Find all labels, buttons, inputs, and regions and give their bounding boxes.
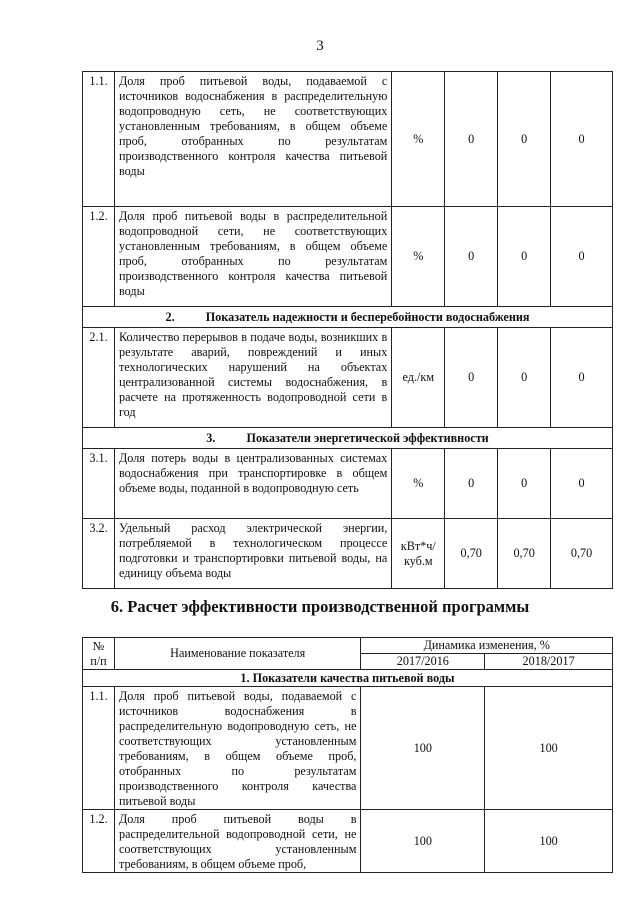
value-cell: 0 <box>445 207 498 307</box>
indicator-name: Доля потерь воды в централизованных системах водоснабжения при транспортировке в общем объеме воды, поданной в водопроводную сеть <box>114 449 391 519</box>
value-cell: 0 <box>445 72 498 207</box>
value-cell: 0 <box>551 328 613 428</box>
value-cell: 0 <box>551 72 613 207</box>
table-row <box>83 72 613 207</box>
row-number: 1.2. <box>83 810 115 873</box>
value-cell: 0 <box>445 328 498 428</box>
section-title: Показатель надежности и бесперебойности водоснабжения <box>205 309 530 324</box>
unit-cell: % <box>392 207 445 307</box>
section-number: 2. <box>165 309 175 324</box>
value-cell: 100 <box>485 687 613 810</box>
table-row <box>83 449 613 519</box>
value-cell: 0 <box>498 207 551 307</box>
section-number: 3. <box>206 430 216 445</box>
table-header-row <box>83 638 613 654</box>
section-title: Показатели энергетической эффективности <box>246 430 489 445</box>
col-header-name: Наименование показателя <box>114 638 360 670</box>
row-number: 2.1. <box>83 328 115 428</box>
col-header-dynamics: Динамика изменения, % <box>361 638 613 654</box>
value-cell: 0 <box>551 207 613 307</box>
unit-cell: кВт*ч/ куб.м <box>392 519 445 589</box>
indicators-table <box>82 71 613 589</box>
value-cell: 0,70 <box>551 519 613 589</box>
row-number: 3.1. <box>83 449 115 519</box>
section-header-row <box>83 428 613 449</box>
row-number: 3.2. <box>83 519 115 589</box>
col-header-number: № п/п <box>83 638 115 670</box>
value-cell: 0 <box>498 449 551 519</box>
col-header-period: 2017/2016 <box>361 654 485 670</box>
value-cell: 0,70 <box>498 519 551 589</box>
value-cell: 0 <box>498 328 551 428</box>
indicator-name: Доля проб питьевой воды в распределительной водопроводной сети, не соответствующих установленным требованиям, в общем объеме проб, отобранных по результатам производственного контроля качества питьевой воды <box>114 207 391 307</box>
section-heading: 6. Расчет эффективности производственной программы <box>110 597 530 616</box>
indicator-name: Доля проб питьевой воды, подаваемой с источников водоснабжения в распределительную водопроводную сеть, не соответствующих установленным требованиям, в общем объеме проб, отобранных по результатам производственного контроля качества питьевой воды <box>114 687 360 810</box>
value-cell: 100 <box>361 687 485 810</box>
unit-cell: ед./км <box>392 328 445 428</box>
value-cell: 0 <box>445 449 498 519</box>
table-row <box>83 810 613 873</box>
value-cell: 0 <box>551 449 613 519</box>
value-cell: 100 <box>361 810 485 873</box>
section-header-row <box>83 307 613 328</box>
value-cell: 0,70 <box>445 519 498 589</box>
indicator-name: Доля проб питьевой воды в распределительной водопроводной сети, не соответствующих установленным требованиям, в общем объеме проб, <box>114 810 360 873</box>
indicator-name: Удельный расход электрической энергии, потребляемой в технологическом процессе подготовки и транспортировки питьевой воды, на единицу объема воды <box>114 519 391 589</box>
indicator-name: Количество перерывов в подаче воды, возникших в результате аварий, повреждений и иных технологических нарушений на объектах централизованной системы водоснабжения, в расчете на протяженность водопроводной сети в год <box>114 328 391 428</box>
row-number: 1.1. <box>83 687 115 810</box>
section-header-row <box>83 670 613 687</box>
indicator-name: Доля проб питьевой воды, подаваемой с источников водоснабжения в распределительную водопроводную сеть, не соответствующих установленным требованиям, в общем объеме проб, отобранных по результатам производственного контроля качества питьевой воды <box>114 72 391 207</box>
col-header-period: 2018/2017 <box>485 654 613 670</box>
table-row <box>83 687 613 810</box>
efficiency-table <box>82 637 613 873</box>
unit-cell: % <box>392 72 445 207</box>
table-row <box>83 519 613 589</box>
section-title: 1. Показатели качества питьевой воды <box>83 670 613 687</box>
table-row <box>83 207 613 307</box>
page-number: 3 <box>316 38 324 54</box>
row-number: 1.1. <box>83 72 115 207</box>
unit-cell: % <box>392 449 445 519</box>
value-cell: 100 <box>485 810 613 873</box>
row-number: 1.2. <box>83 207 115 307</box>
table-row <box>83 328 613 428</box>
value-cell: 0 <box>498 72 551 207</box>
